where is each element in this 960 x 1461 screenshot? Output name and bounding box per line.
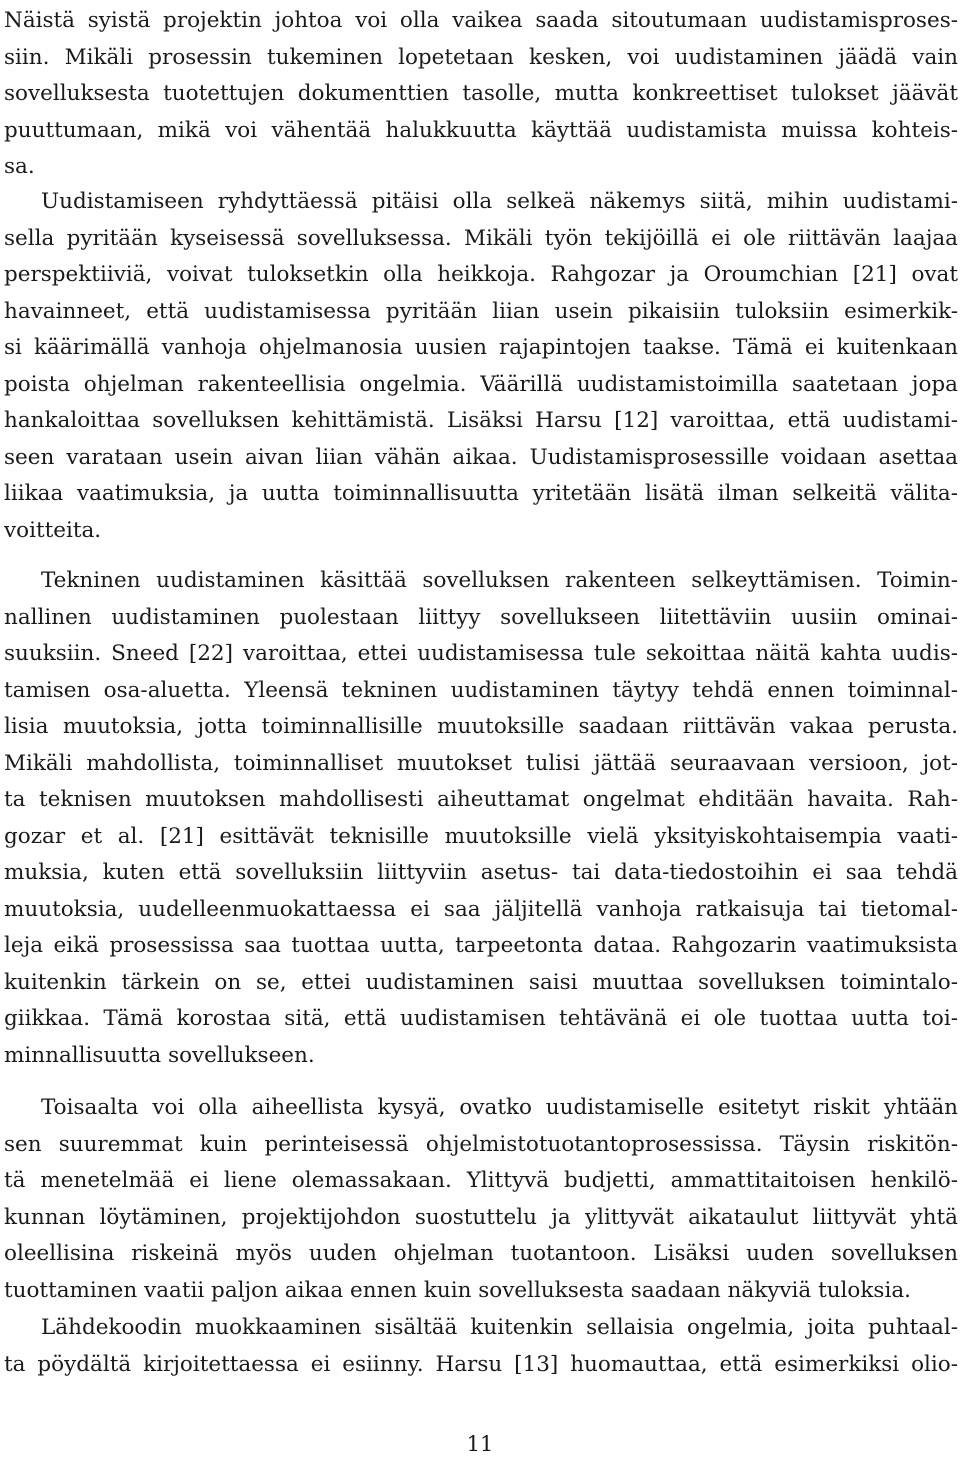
text-line: muutoksia, uudelleenmuokattaessa ei saa jäljitellä vanhoja ratkaisuja tai tietomal- xyxy=(4,896,958,922)
text-line: Lähdekoodin muokkaaminen sisältää kuitenkin sellaisia ongelmia, joita puhtaal- xyxy=(41,1315,958,1340)
text-line: sovelluksesta tuotettujen dokumenttien tasolle, mutta konkreettiset tulokset jäävät xyxy=(4,81,958,106)
text-line: perspektiiviä, voivat tuloksetkin olla heikkoja. Rahgozar ja Oroumchian [21] ovat xyxy=(4,262,958,287)
paragraph xyxy=(4,1090,958,1309)
text-line: Näistä syistä projektin johtoa voi olla vaikea saada sitoutumaan uudistamisproses- xyxy=(4,8,958,33)
paragraph xyxy=(4,1310,958,1383)
page-number: 11 xyxy=(466,1432,494,1456)
text-line: hankaloittaa sovelluksen kehittämistä. Lisäksi Harsu [12] varoittaa, että uudistami- xyxy=(4,408,958,433)
paragraph xyxy=(4,3,958,186)
text-line: siin. Mikäli prosessin tukeminen lopetetaan kesken, voi uudistaminen jäädä vain xyxy=(4,44,958,70)
text-line: tamisen osa-aluetta. Yleensä tekninen uudistaminen täytyy tehdä ennen toiminnal- xyxy=(4,677,958,703)
text-line: muksia, kuten että sovelluksiin liittyviin asetus- tai data-tiedostoihin ei saa tehdä xyxy=(4,860,958,885)
text-line: si käärimällä vanhoja ohjelmanosia uusien rajapintojen taakse. Tämä ei kuitenkaan xyxy=(4,335,958,360)
text-line: poista ohjelman rakenteellisia ongelmia. Väärillä uudistamistoimilla saatetaan jopa xyxy=(4,371,958,397)
paragraph xyxy=(4,563,958,1074)
text-line: Mikäli mahdollista, toiminnalliset muutokset tulisi jättää seuraavaan versioon, jot- xyxy=(4,750,958,776)
text-line: leja eikä prosessissa saa tuottaa uutta, tarpeetonta dataa. Rahgozarin vaatimuksista xyxy=(4,933,958,958)
text-line: kuitenkin tärkein on se, ettei uudistaminen saisi muuttaa sovelluksen toimintalo- xyxy=(4,969,958,995)
text-line: giikkaa. Tämä korostaa sitä, että uudistamisen tehtävänä ei ole tuottaa uutta toi- xyxy=(4,1006,958,1031)
text-line: nallinen uudistaminen puolestaan liittyy sovellukseen liitettäviin uusiin ominai- xyxy=(4,604,958,630)
paragraph xyxy=(4,184,958,549)
text-line: sella pyritään kyseisessä sovelluksessa. Mikäli työn tekijöillä ei ole riittävän laajaa xyxy=(4,225,958,251)
text-line: ta pöydältä kirjoitettaessa ei esiinny. Harsu [13] huomauttaa, että esimerkiksi olio- xyxy=(4,1351,958,1377)
text-line: gozar et al. [21] esittävät teknisille muutoksille vielä yksityiskohtaisempia vaati- xyxy=(4,823,958,849)
text-line: Tekninen uudistaminen käsittää sovelluksen rakenteen selkeyttämisen. Toimin- xyxy=(41,568,958,593)
text-line: kunnan löytäminen, projektijohdon suostuttelu ja ylittyvät aikataulut liittyvät yhtä xyxy=(4,1204,958,1230)
text-line: puuttumaan, mikä voi vähentää halukkuutta käyttää uudistamista muissa kohteis- xyxy=(4,117,958,143)
text-line: voitteita. xyxy=(4,517,102,543)
text-line: lisia muutoksia, jotta toiminnallisille muutoksille saadaan riittävän vakaa perusta. xyxy=(4,714,958,739)
text-line: havainneet, että uudistamisessa pyritään liian usein pikaisiin tuloksiin esimerkik- xyxy=(4,298,958,324)
text-line: sa. xyxy=(4,154,35,179)
text-line: Uudistamiseen ryhdyttäessä pitäisi olla selkeä näkemys siitä, mihin uudistami- xyxy=(41,189,958,214)
text-line: tuottaminen vaatii paljon aikaa ennen kuin sovelluksesta saadaan näkyviä tuloksia. xyxy=(4,1277,911,1303)
text-line: ta teknisen muutoksen mahdollisesti aiheuttamat ongelmat ehditään havaita. Rah- xyxy=(4,787,958,812)
text-line: tä menetelmää ei liene olemassakaan. Ylittyvä budjetti, ammattitaitoisen henkilö- xyxy=(4,1168,958,1193)
text-line: liikaa vaatimuksia, ja uutta toiminnallisuutta yritetään lisätä ilman selkeitä välita- xyxy=(4,481,958,506)
text-line: minnallisuutta sovellukseen. xyxy=(4,1042,315,1068)
text-line: Toisaalta voi olla aiheellista kysyä, ovatko uudistamiselle esitetyt riskit yhtään xyxy=(41,1095,958,1120)
text-line: seen varataan usein aivan liian vähän aikaa. Uudistamisprosessille voidaan asettaa xyxy=(4,444,958,470)
text-line: oleellisina riskeinä myös uuden ohjelman tuotantoon. Lisäksi uuden sovelluksen xyxy=(4,1241,958,1266)
text-line: sen suuremmat kuin perinteisessä ohjelmistotuotantoprosessissa. Täysin riskitön- xyxy=(4,1131,958,1157)
text-line: suuksiin. Sneed [22] varoittaa, ettei uudistamisessa tule sekoittaa näitä kahta uudis- xyxy=(4,641,958,666)
